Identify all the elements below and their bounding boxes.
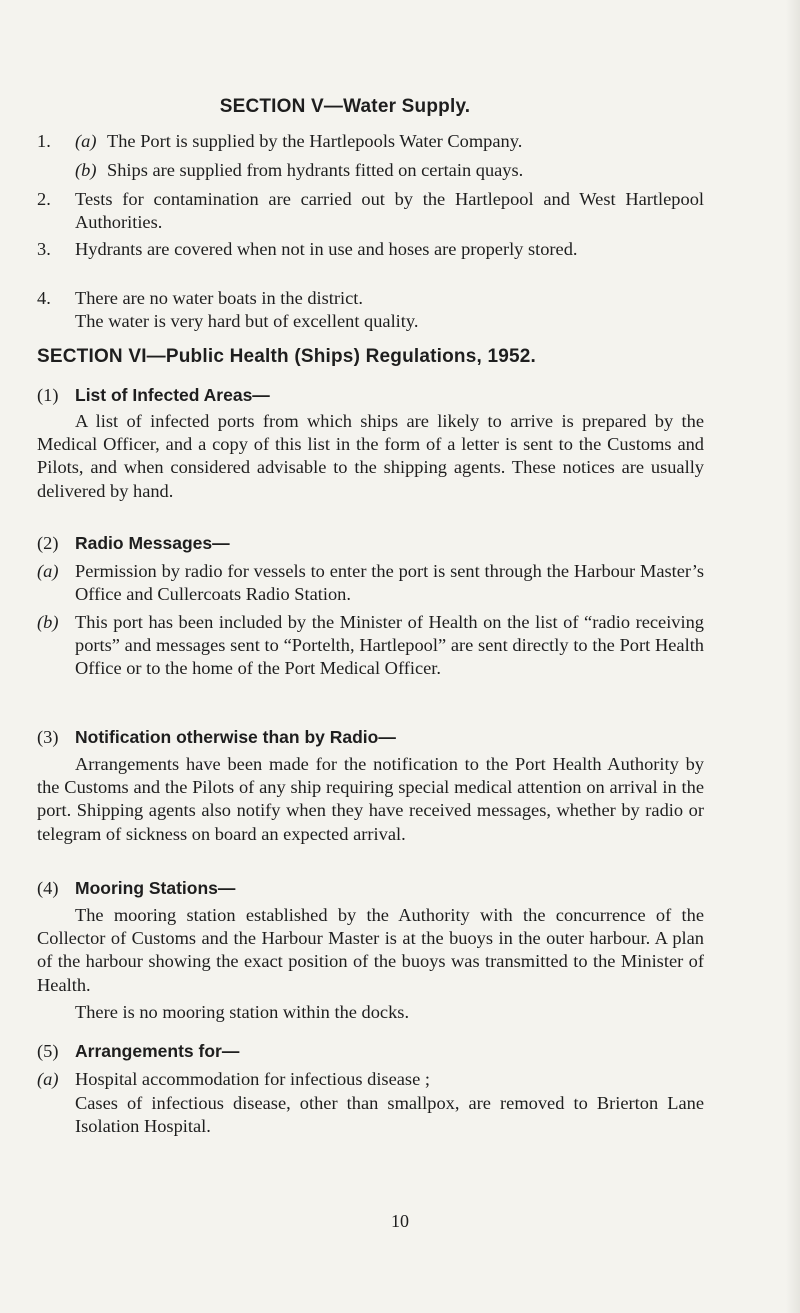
p5a-text: Hospital accommodation for infectious disease ; [75, 1069, 430, 1089]
p2b-text: This port has been included by the Minister of Health on the list of “radio receiving ports” and messages sent to “Portelth, Hartlepool” are sent directly to the Port Health Office or to the home of the Port Medical Officer. [75, 612, 704, 679]
p4-text-2: There is no mooring station within the docks. [75, 1002, 410, 1022]
item-1b-label: (b) [75, 160, 97, 180]
p3-title: Notification otherwise than by Radio— [75, 727, 396, 747]
p5-title: Arrangements for— [75, 1041, 240, 1061]
item-4-text: There are no water boats in the district. [75, 288, 364, 308]
p5a-label: (a) [37, 1069, 59, 1089]
item-3-number: 3. [37, 239, 51, 259]
item-1b-text: Ships are supplied from hydrants fitted on certain quays. [107, 160, 524, 180]
item-1a-text: The Port is supplied by the Hartlepools Water Company. [107, 131, 523, 151]
p2a-label: (a) [37, 561, 59, 581]
section-v-heading: SECTION V—Water Supply. [219, 96, 471, 117]
p3-text: Arrangements have been made for the notification to the Port Health Authority by the Customs and the Pilots of any ship requiring special medical attention on arrival in the port. Shipping agents also notify when they have received messages, whether by radio or telegram of sickness on board an expected arrival. [37, 754, 704, 844]
p4-title: Mooring Stations— [75, 878, 236, 898]
page-edge-shadow [786, 0, 800, 1313]
page-number: 10 [391, 1211, 409, 1231]
item-1-number: 1. [37, 131, 51, 151]
p1-text: A list of infected ports from which ships are likely to arrive is prepared by the Medical Officer, and a copy of this list in the form of a letter is sent to the Customs and Pilots, and when considered advisable to the shipping agents. These notices are usually delivered by hand. [37, 411, 704, 501]
p2b-label: (b) [37, 612, 59, 632]
p4-number: (4) [37, 878, 59, 898]
item-2-text: Tests for contamination are carried out by the Hartlepool and West Hartlepool Authorities. [75, 189, 704, 233]
p5a-text-2: Cases of infectious disease, other than smallpox, are removed to Brierton Lane Isolation Hospital. [75, 1093, 704, 1137]
item-1a-label: (a) [75, 131, 97, 151]
section-vi-heading: SECTION VI—Public Health (Ships) Regulations, 1952. [37, 346, 537, 367]
item-3-text: Hydrants are covered when not in use and hoses are properly stored. [75, 239, 578, 259]
p5-number: (5) [37, 1041, 59, 1061]
p1-title: List of Infected Areas— [75, 385, 270, 405]
p2a-text: Permission by radio for vessels to enter the port is sent through the Harbour Master’s Office and Cullercoats Radio Station. [75, 561, 704, 605]
item-4-number: 4. [37, 288, 51, 308]
p4-text: The mooring station established by the Authority with the concurrence of the Collector of Customs and the Harbour Master is at the buoys in the outer harbour. A plan of the harbour showing the exact position of the buoys was transmitted to the Minister of Health. [37, 905, 704, 995]
p2-number: (2) [37, 533, 59, 553]
item-2-number: 2. [37, 189, 51, 209]
p3-number: (3) [37, 727, 59, 747]
p2-title: Radio Messages— [75, 533, 230, 553]
item-4-text-2: The water is very hard but of excellent quality. [75, 311, 419, 331]
p1-number: (1) [37, 385, 59, 405]
